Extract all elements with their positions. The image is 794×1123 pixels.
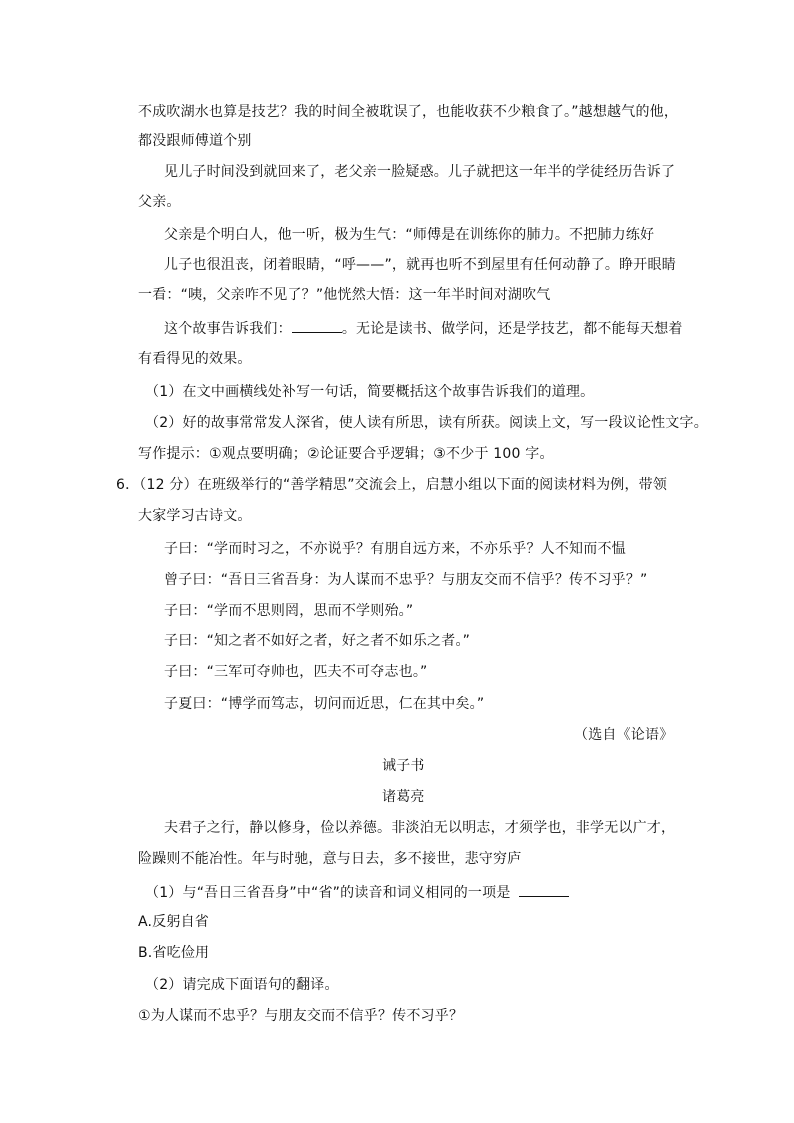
passage-line-2: 险躁则不能冶性。年与时驰，意与日去，多不接世，悲守穷庐 [138,851,522,867]
passage-author: 诸葛亮 [382,789,425,805]
analects-quote: 子夏曰：“博学而笃志，切问而近思，仁在其中矣。” [164,696,485,712]
analects-quote: 子曰：“学而时习之，不亦说乎？有朋自远方来，不亦乐乎？人不知而不愠 [164,541,626,557]
q6-sub-question-2: （2）请完成下面语句的翻译。 [145,977,339,993]
moral-trail-text: 。无论是读书、做学问，还是学技艺，都不能每天想着 [341,321,683,337]
option-b: B.省吃俭用 [138,945,210,961]
moral-lead-text: 这个故事告诉我们： [164,321,292,337]
story-paragraph-4-line-2: 一看：“咦，父亲咋不见了？”他恍然大悟：这一年半时间对湖吹气 [138,287,551,303]
analects-source: （选自《论语》 [574,727,674,743]
q5-sub-question-2-line-1: （2）好的故事常常发人深省，使人读有所思，读有所获。阅读上文，写一段议论性文字。 [145,415,708,431]
q6-sub-question-2-item-1: ①为人谋而不忠乎？与朋友交而不信乎？传不习乎？ [138,1008,464,1024]
analects-quote: 子曰：“三军可夺帅也，匹夫不可夺志也。” [164,664,428,680]
analects-quote: 子曰：“知之者不如好之者，好之者不如乐之者。” [164,633,471,649]
story-paragraph-4-line-1: 儿子也很沮丧，闭着眼睛，“呼——”，就再也听不到屋里有任何动静了。睁开眼睛 [164,257,676,273]
q6-intro-line-1: 6．（12 分）在班级举行的“善学精思”交流会上，启慧小组以下面的阅读材料为例，带领 [116,477,668,493]
q6-sub-question-1 [145,882,569,902]
q6-intro-line-2: 大家学习古诗文。 [138,508,252,524]
moral-answer-blank[interactable] [292,318,342,333]
passage-title: 诫子书 [382,758,425,774]
story-paragraph-5-line-2: 有看得见的效果。 [138,351,252,367]
story-paragraph-2-line-1: 见儿子时间没到就回来了，老父亲一脸疑惑。儿子就把这一年半的学徒经历告诉了 [164,164,676,180]
option-a: A.反躬自省 [138,914,209,930]
q6-sub-question-1-blank[interactable] [519,882,569,897]
story-paragraph-1-line-1: 不成吹湖水也算是技艺？我的时间全被耽误了，也能收获不少粮食了。”越想越气的他， [138,104,679,120]
q6-sub-question-1-text: （1）与“吾日三省吾身”中“省”的读音和词义相同的一项是 [145,885,511,901]
q5-sub-question-2-line-2: 写作提示：①观点要明确；②论证要合乎逻辑；③不少于 100 字。 [138,446,554,462]
analects-quote: 子曰：“学而不思则罔，思而不学则殆。” [164,603,414,619]
story-paragraph-5-line-1 [164,318,683,338]
story-paragraph-1-line-2: 都没跟师傅道个别 [138,133,252,149]
analects-quote: 曾子曰：“吾日三省吾身：为人谋而不忠乎？与朋友交而不信乎？传不习乎？” [164,572,648,588]
passage-line-1: 夫君子之行，静以修身，俭以养德。非淡泊无以明志，才须学也，非学无以广才， [164,820,676,836]
story-paragraph-2-line-2: 父亲。 [138,194,181,210]
story-paragraph-3-line-1: 父亲是个明白人，他一听，极为生气：“师傅是在训练你的肺力。不把肺力练好 [164,227,655,243]
q5-sub-question-1: （1）在文中画横线处补写一句话，简要概括这个故事告诉我们的道理。 [145,384,595,400]
